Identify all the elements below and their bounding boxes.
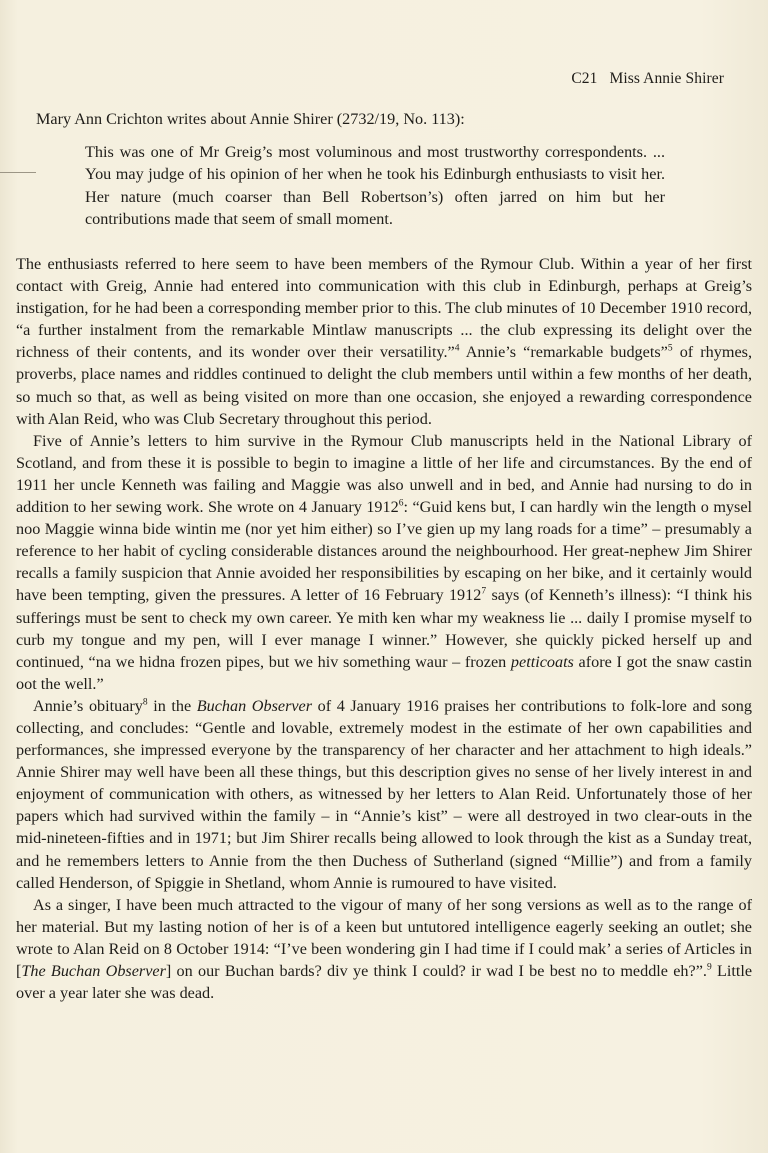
running-header <box>571 70 724 88</box>
footnote-ref: 4 <box>454 343 460 354</box>
paragraph-1 <box>16 253 752 430</box>
footnote-ref: 8 <box>142 697 148 708</box>
paragraph-2-text-d: afore I got the snaw castin oot the well.” <box>16 652 753 693</box>
paragraph-1-text-c: of rhymes, proverbs, place names and riddles continued to delight the club members until within a few months of her death, so much so that, as well as being visited on more than one occasion, she enjoyed a rewarding correspondence with Alan Reid, who was Club Secretary throughout this period. <box>16 343 752 428</box>
footnote-ref: 6 <box>398 498 404 509</box>
footnote-ref: 9 <box>706 962 712 973</box>
quote-text: This was one of Mr Greig’s most voluminous and most trustworthy correspondents. ... You may judge of his opinion of her when he took his Edinburgh enthusiasts to visit her. Her nature (much coarser than Bell Robertson’s) often jarred on him but her contributions made that seem of small moment. <box>85 143 665 228</box>
paragraph-1-text-a: The enthusiasts referred to here seem to have been members of the Rymour Club. Within a year of her first contact with Greig, Annie had entered into communication with this club in Edinburgh, perhaps at Greig’s instigation, for he had been a corresponding member prior to this. The club minutes of 10 December 1910 record, “a further instalment from the remarkable Mintlaw manuscripts ... the club expressing its delight over the richness of their contents, and its wonder over their versatility.” <box>16 255 752 362</box>
footnote-ref: 5 <box>667 343 673 354</box>
footnote-ref: 7 <box>481 587 487 598</box>
paragraph-3-text-a: Annie’s obituary <box>33 696 143 715</box>
paragraph-1-text-b: Annie’s “remarkable budgets” <box>459 343 668 362</box>
italic-word: petticoats <box>510 652 574 671</box>
paragraph-4 <box>16 894 752 1004</box>
paragraph-4-text-a: As a singer, I have been much attracted to the vigour of many of her song versions as well as to the range of her material. But my lasting notion of her is of a keen but untutored intelligence eagerly seeking an outlet; she wrote to Alan Reid on 8 October 1914: “I’ve been wondering gin I had time if I could mak’ a series of Articles in [ <box>16 895 752 980</box>
intro-line: Mary Ann Crichton writes about Annie Shirer (2732/19, No. 113): <box>36 110 465 128</box>
paragraph-2-text-c: says (of Kenneth’s illness): “I think his sufferings must be sent to check my own career. Ye mith ken whar my weakness lie ... daily I promise myself to curb my tongue and my pen, will I ever manage I winner.” However, she quickly picked herself up and continued, “na we hidna frozen pipes, but we hiv something waur – frozen <box>16 586 753 671</box>
newspaper-title: The Buchan Observer <box>21 962 166 980</box>
block-quote <box>85 141 665 230</box>
paragraph-2-text-a: Five of Annie’s letters to him survive in the Rymour Club manuscripts held in the National Library of Scotland, and from these it is possible to begin to imagine a little of her life and circumstances. By the end of 1911 her uncle Kenneth was failing and Maggie was also unwell and in bed, and Annie had nursing to do in addition to her sewing work. She wrote on 4 January 1912 <box>16 431 752 517</box>
paragraph-3 <box>16 695 752 894</box>
body-text <box>16 253 752 1004</box>
paragraph-4-text-b: ] on our Buchan bards? div ye think I could? ir wad I be best no to meddle eh?”. <box>165 962 707 980</box>
paragraph-2 <box>16 430 752 695</box>
newspaper-title: Buchan Observer <box>196 696 313 715</box>
paragraph-2-text-b: : “Guid kens but, I can hardly win the length o mysel noo Maggie winna bide wintin me (nor yet him either) so I’ve gien up my lang roads for a time” – presumably a reference to her habit of cycling considerable distances around the neighbourhood. Her great-nephew Jim Shirer recalls a family suspicion that Annie avoided her responsibilities by escaping on her bike, and it certainly would have been tempting, given the pressures. A letter of 16 February 1912 <box>16 498 753 605</box>
chapter-code: C21 <box>571 70 598 87</box>
paragraph-3-text-c: of 4 January 1916 praises her contributions to folk-lore and song collecting, and concludes: “Gentle and lovable, extremely modest in the estimate of her own capabilities and performances, she impressed everyone by the transparency of her character and her attachment to high ideals.” Annie Shirer may well have been all these things, but this description gives no sense of her lively interest in and enjoyment of communication with others, as witnessed by her letters to Alan Reid. Unfortunately those of her papers which had survived within the family – in “Annie’s kist” – were all destroyed in two clear-outs in the mid-nineteen-fifties and in 1971; but Jim Shirer recalls being allowed to look through the kist as a Sunday treat, and he remembers letters to Annie from the then Duchess of Sutherland (signed “Millie”) and from a family called Henderson, of Spiggie in Shetland, whom Annie is rumoured to have visited. <box>16 696 752 892</box>
paragraph-4-text-c: Little over a year later she was dead. <box>16 962 753 1003</box>
running-title: Miss Annie Shirer <box>609 70 724 87</box>
paragraph-3-text-b: in the <box>147 696 197 715</box>
margin-pencil-mark <box>0 172 36 173</box>
